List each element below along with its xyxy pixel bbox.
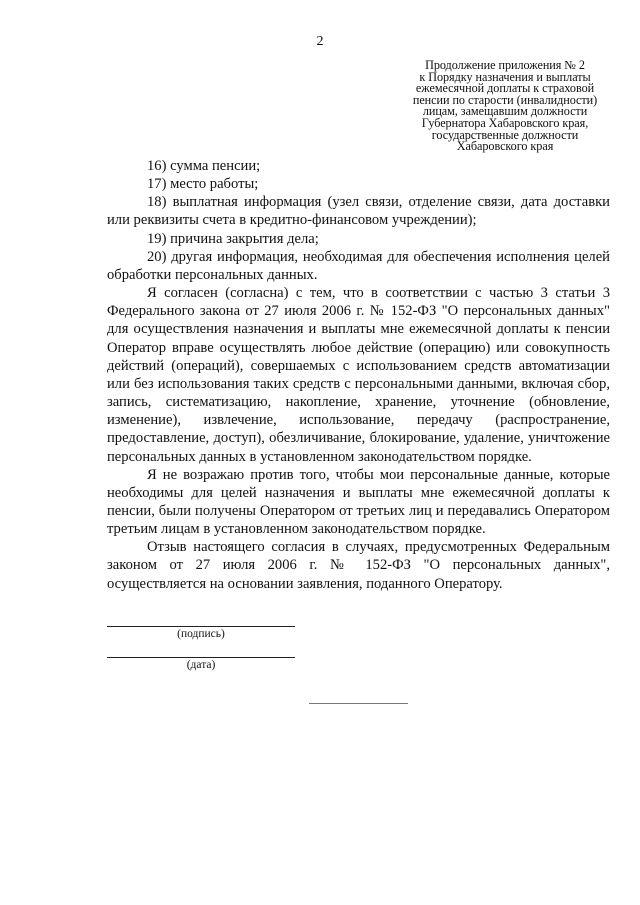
consent-paragraph: Я согласен (согласна) с тем, что в соответствии с частью 3 статьи 3 Федерального закона от 27 июля 2006 г. № 152-ФЗ "О персональных данных" для осуществления назначения и выплаты мне ежемесячной доплаты к пенсии Оператор вправе осуществлять любое действие (операцию) или совокупность действий (операций), совершаемых с использованием средств автоматизации или без использования таких средств с персональными данными, включая сбор, запись, систематизацию, накопление, хранение, уточнение (обновление, изменение), извлечение, использование, передачу (распространение, предоставление, доступ), обезличивание, блокирование, удаление, уничтожение персональных данных в установленном законодательством порядке. bbox=[107, 285, 610, 465]
list-item-17: 17) место работы; bbox=[147, 176, 259, 193]
header-line: пенсии по старости (инвалидности) bbox=[412, 92, 598, 107]
appendix-header bbox=[396, 60, 614, 153]
page-number: 2 bbox=[316, 34, 324, 49]
header-line: лицам, замещавшим должности bbox=[422, 104, 588, 119]
list-item-20: 20) другая информация, необходимая для обеспечения исполнения целей обработки персональных данных. bbox=[107, 248, 610, 283]
signature-caption: (подпись) bbox=[177, 628, 225, 640]
list-item-19: 19) причина закрытия дела; bbox=[147, 230, 319, 247]
end-divider bbox=[309, 703, 408, 704]
date-caption: (дата) bbox=[186, 659, 216, 671]
header-line: ежемесячной доплаты к страховой bbox=[415, 81, 595, 96]
header-line: Хабаровского края bbox=[456, 139, 554, 154]
list-item-16: 16) сумма пенсии; bbox=[147, 158, 261, 174]
document-body bbox=[107, 157, 610, 593]
header-line: к Порядку назначения и выплаты bbox=[419, 69, 591, 84]
third-party-paragraph: Я не возражаю против того, чтобы мои персональные данные, которые необходимы для целей назначения и выплаты мне ежемесячной доплаты к пенсии, были получены Оператором от третьих лиц и передавались Оператором третьим лицам в установленном законодательством порядке. bbox=[107, 466, 610, 538]
date-line bbox=[107, 657, 295, 658]
withdrawal-paragraph: Отзыв настоящего согласия в случаях, предусмотренных Федеральным законом от 27 июля 2006 г. № 152-ФЗ "О персональных данных", осуществляется на основании заявления, поданного Оператору. bbox=[107, 539, 610, 592]
signature-line bbox=[107, 626, 295, 627]
list-item-18: 18) выплатная информация (узел связи, отделение связи, дата доставки или реквизиты счета в кредитно-финансовом учреждении); bbox=[107, 194, 610, 229]
header-line: Продолжение приложения № 2 bbox=[425, 58, 585, 72]
header-line: Губернатора Хабаровского края, bbox=[421, 115, 589, 130]
header-line: государственные должности bbox=[431, 127, 579, 142]
